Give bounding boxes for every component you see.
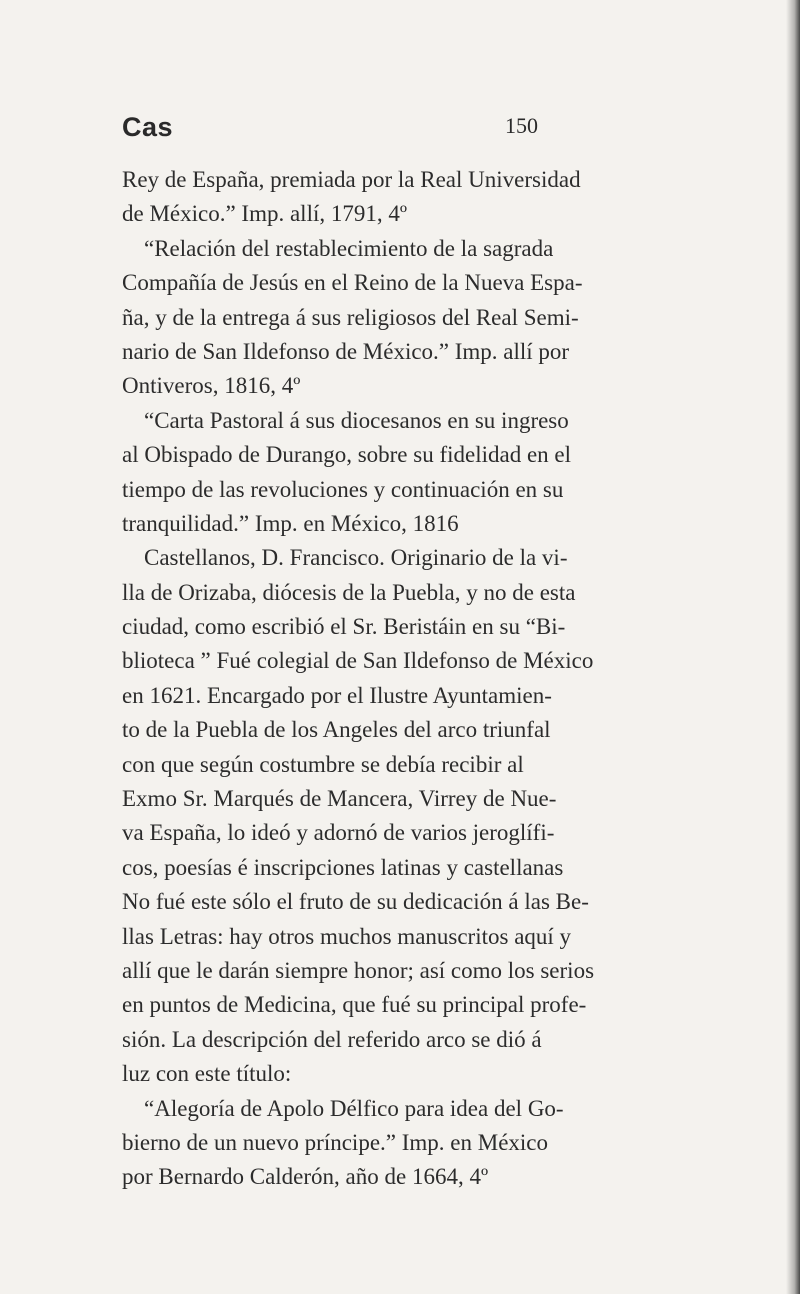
text-line: con que según costumbre se debía recibir al <box>122 751 524 777</box>
text-line: Compañía de Jesús en el Reino de la Nueva Espa- <box>122 270 583 296</box>
text-line: “Relación del restablecimiento de la sagrada <box>144 235 554 261</box>
text-line: Rey de España, premiada por la Real Universidad <box>122 167 581 192</box>
text-line: en puntos de Medicina, que fué su principal profe- <box>122 992 587 1018</box>
text-line: blioteca ” Fué colegial de San Ildefonso de México <box>122 648 594 674</box>
text-line: “Carta Pastoral á sus diocesanos en su ingreso <box>144 407 569 433</box>
text-line: Ontiveros, 1816, 4º <box>122 373 301 399</box>
text-line: Castellanos, D. Francisco. Originario de la vi- <box>144 545 568 571</box>
text-line: tiempo de las revoluciones y continuación en su <box>122 476 564 502</box>
text-line: ña, y de la entrega á sus religiosos del Real Semi- <box>122 304 579 330</box>
text-line: cos, poesías é inscripciones latinas y castellanas <box>122 854 564 880</box>
text-line: allí que le darán siempre honor; así como los serios <box>122 957 595 983</box>
text-line: de México.” Imp. allí, 1791, 4º <box>122 201 407 227</box>
text-line: to de la Puebla de los Angeles del arco triunfal <box>122 717 551 743</box>
body-text <box>122 163 722 1195</box>
text-line: nario de San Ildefonso de México.” Imp. allí por <box>122 338 570 364</box>
text-line: No fué este sólo el fruto de su dedicación á las Be- <box>122 889 589 915</box>
text-line: en 1621. Encargado por el Ilustre Ayuntamien- <box>122 682 552 708</box>
text-line: Exmo Sr. Marqués de Mancera, Virrey de Nue- <box>122 786 557 812</box>
text-line: sión. La descripción del referido arco se dió á <box>122 1026 542 1052</box>
text-line: llas Letras: hay otros muchos manuscritos aquí y <box>122 923 572 949</box>
text-line: luz con este título: <box>122 1061 292 1087</box>
text-line: tranquilidad.” Imp. en México, 1816 <box>122 510 459 536</box>
page-edge-shadow <box>786 0 800 1294</box>
text-line: al Obispado de Durango, sobre su fidelidad en el <box>122 442 572 468</box>
page-number: 150 <box>505 113 538 138</box>
text-line: por Bernardo Calderón, año de 1664, 4º <box>122 1164 489 1190</box>
text-line: “Alegoría de Apolo Délfico para idea del Go- <box>144 1095 564 1121</box>
running-head: Cas <box>122 112 174 142</box>
text-line: va España, lo ideó y adornó de varios jeroglífi- <box>122 820 555 846</box>
text-line: ciudad, como escribió el Sr. Beristáin en su “Bi- <box>122 614 566 640</box>
text-line: bierno de un nuevo príncipe.” Imp. en México <box>122 1129 549 1155</box>
text-line: lla de Orizaba, diócesis de la Puebla, y no de esta <box>122 579 576 605</box>
page-header <box>122 112 692 152</box>
